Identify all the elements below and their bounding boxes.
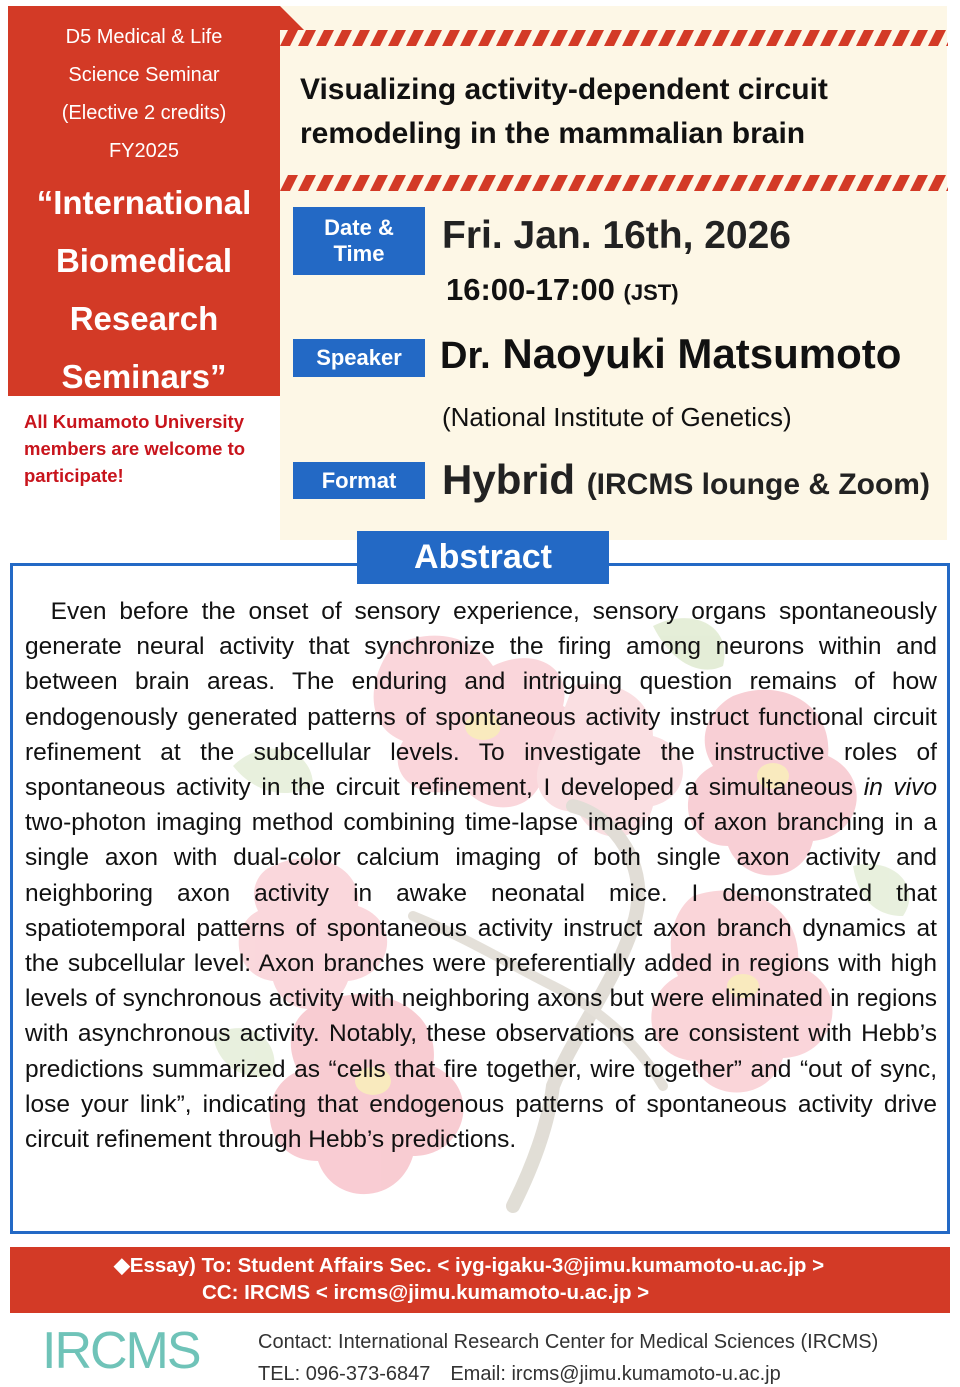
ircms-logo [40,1318,200,1378]
event-format-value: Hybrid [442,456,576,503]
seminar-title [300,68,940,156]
contact-line: Contact: International Research Center for Medical Sciences (IRCMS) [258,1331,879,1353]
seminar-title-line: Visualizing activity-dependent circuit [300,73,828,106]
speaker-affiliation: (National Institute of Genetics) [442,402,792,432]
abstract-text [25,594,937,1157]
welcome-line: participate! [24,465,124,486]
contact-line-2 [258,1358,878,1387]
welcome-line: members are welcome to [24,438,246,459]
seminar-title-line: remodeling in the mammalian brain [300,117,806,150]
event-time-value: 16:00-17:00 [446,272,615,307]
series-title [8,174,280,406]
abstract-box [10,563,950,1234]
event-time [446,272,679,308]
date-time-label [293,207,425,275]
format-label: Format [293,462,425,499]
logo-text: IRCMS [42,1322,200,1378]
date-label-line: Time [333,241,385,266]
essay-line: ◆Essay) To: Student Affairs Sec. < iyg-igaku-3@jimu.kumamoto-u.ac.jp > [114,1254,825,1277]
seminar-series-panel [8,6,280,396]
series-title-line: Research [69,300,219,337]
welcome-line: All Kumamoto University [24,411,244,432]
speaker-name-value: Naoyuki Matsumoto [502,330,902,377]
welcome-note [24,408,284,489]
essay-submission-bar [10,1247,950,1313]
stripe-divider-bottom [280,175,948,191]
speaker-label: Speaker [293,339,425,377]
contact-email: Email: ircms@jimu.kumamoto-u.ac.jp [450,1363,781,1385]
contact-info [258,1326,878,1387]
stripe-divider-top [280,30,948,46]
essay-line: CC: IRCMS < ircms@jimu.kumamoto-u.ac.jp > [202,1281,650,1304]
abstract-heading: Abstract [357,531,609,584]
event-timezone: (JST) [623,280,679,305]
event-date: Fri. Jan. 16th, 2026 [442,214,792,257]
seminar-line: Science Seminar [68,64,220,86]
event-format-detail: (IRCMS lounge & Zoom) [586,468,930,501]
speaker-name [440,330,901,378]
series-title-line: Seminars” [61,358,227,395]
event-format [442,456,930,504]
contact-tel: TEL: 096-373-6847 [258,1363,431,1385]
seminar-line: D5 Medical & Life [65,26,223,48]
seminar-line: FY2025 [108,140,180,162]
seminar-info [8,18,280,170]
seminar-line: (Elective 2 credits) [61,102,227,124]
abstract-italic: in vivo [863,774,937,802]
date-label-line: Date & [324,215,394,240]
corner-triangle [280,6,304,30]
series-title-line: “International [36,184,252,221]
speaker-honorific: Dr. [440,335,491,377]
abstract-paragraph: Even before the onset of sensory experience, sensory organs spontaneously generate neural activity that synchronize the firing among neurons within and between brain areas. The enduring and intriguing question remains of how endogenously generated patterns of spontaneous activity instruct functional circuit refinement at the subcellular levels. To investigate the instructive roles of spontaneous activity in the circuit refinement, I developed a simultaneous in vivo two-photon imaging method combining time-lapse imaging of axon branching in a single axon with dual-color calcium imaging of both single axon activity and neighboring axon activity in awake neonatal mice. I demonstrated that spatiotemporal patterns of spontaneous activity instruct axon branch dynamics at the subcellular level: Axon branches were preferentially added in regions with high levels of synchronous activity with neighboring axons but were eliminated in regions with asynchronous activity. Notably, these observations are consistent with Hebb’s predictions summarized as “cells that fire together, wire together” and “out of sync, lose your link”, indicating that endogenous patterns of spontaneous activity drive circuit refinement through Hebb’s predictions. [25,598,937,1154]
series-title-line: Biomedical [55,242,233,279]
